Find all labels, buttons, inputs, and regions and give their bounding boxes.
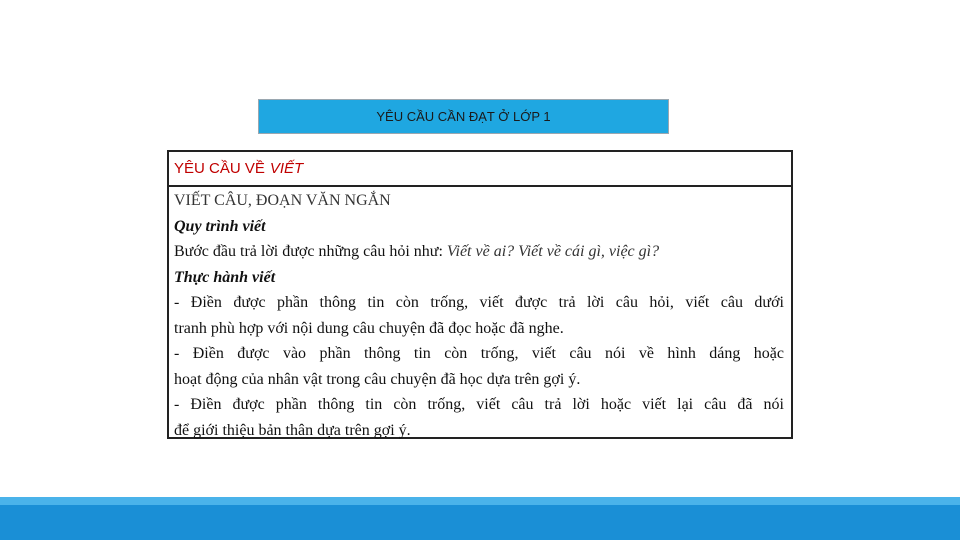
heading-emphasis: VIẾT	[269, 160, 304, 177]
title-banner	[258, 99, 669, 134]
section1-questions: Viết về ai? Viết về cái gì, việc gì?	[446, 243, 660, 260]
requirements-box	[167, 150, 793, 439]
section1-text: Bước đầu trả lời được những câu hỏi như:	[174, 243, 443, 260]
bullet2-line1: - Điền được vào phần thông tin còn trống, viết câu nói về hình dáng hoặc	[174, 345, 784, 362]
bullet1-line1: - Điền được phần thông tin còn trống, viết được trả lời câu hỏi, viết câu dưới	[174, 294, 784, 311]
bullet3-line1: - Điền được phần thông tin còn trống, viết câu trả lời hoặc viết lại câu đã nói	[174, 396, 784, 413]
section1-paragraph	[174, 239, 784, 265]
box-body	[169, 187, 791, 443]
bullet2-line2: hoạt động của nhân vật trong câu chuyện đã học dựa trên gợi ý.	[174, 370, 581, 388]
heading-prefix: YÊU CẦU VỀ	[174, 160, 265, 177]
section1-title: Quy trình viết	[174, 217, 266, 235]
banner-title: YÊU CẦU CẦN ĐẠT Ở LỚP 1	[376, 109, 551, 124]
bullet3-line2: để giới thiệu bản thân dựa trên gợi ý.	[174, 421, 411, 439]
footer-bar	[0, 497, 960, 540]
bullet1-line2: tranh phù hợp với nội dung câu chuyện đã đọc hoặc đã nghe.	[174, 319, 564, 337]
footer-stripe	[0, 497, 960, 505]
box-heading	[169, 152, 791, 187]
subtitle: VIẾT CÂU, ĐOẠN VĂN NGẮN	[174, 192, 391, 209]
section2-title: Thực hành viết	[174, 268, 276, 286]
